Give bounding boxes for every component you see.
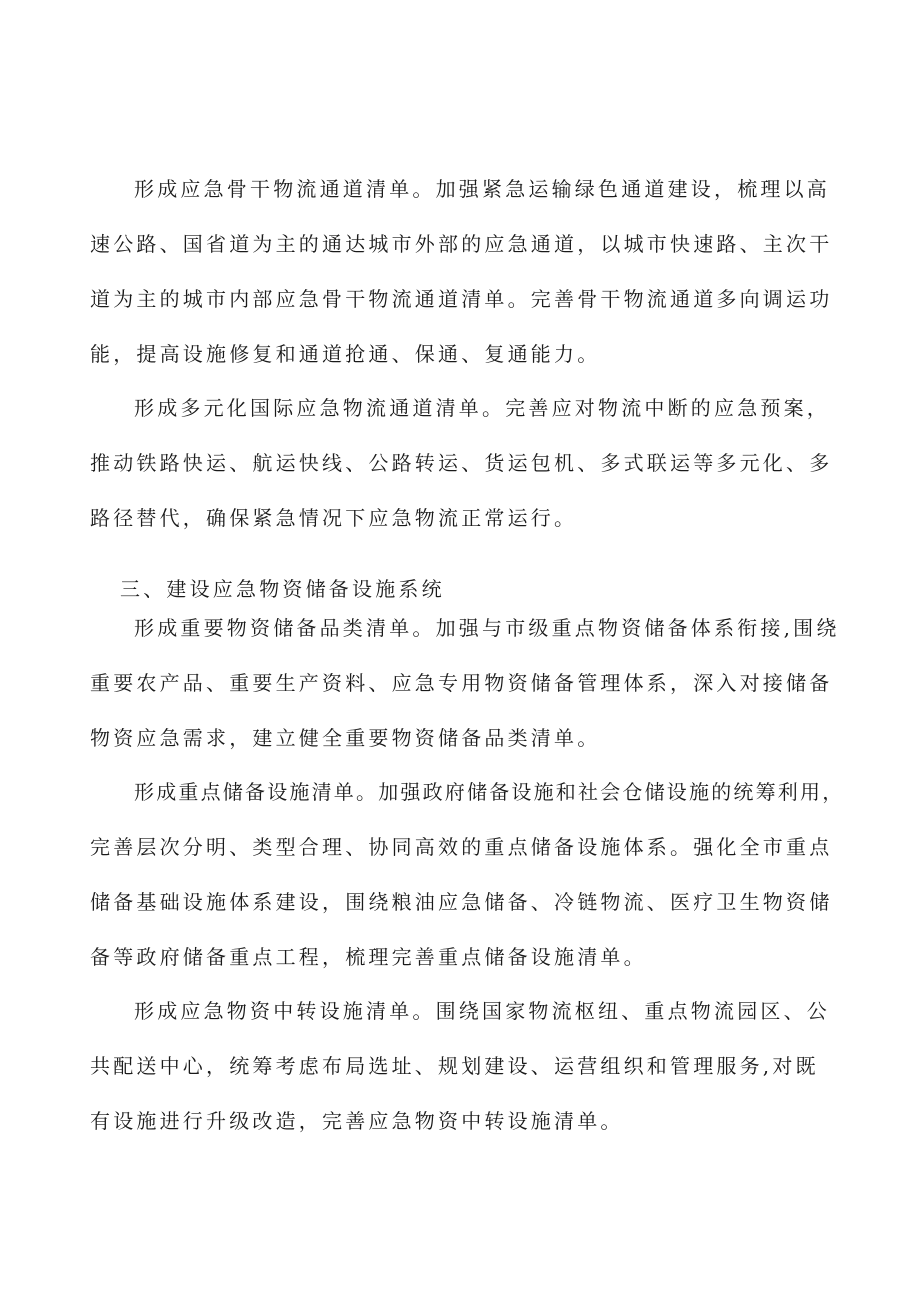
paragraph-2-line-2: 推动铁路快运、航运快线、公路转运、货运包机、多式联运等多元化、多	[90, 451, 833, 475]
section-heading: 三、建设应急物资储备设施系统	[120, 577, 445, 601]
paragraph-4-line-3: 储备基础设施体系建设，围绕粮油应急储备、冷链物流、医疗卫生物资储	[90, 890, 833, 914]
paragraph-1-line-2: 速公路、国省道为主的通达城市外部的应急通道，以城市快速路、主次干	[90, 232, 833, 256]
paragraph-5-line-3: 有设施进行升级改造，完善应急物资中转设施清单。	[90, 1109, 624, 1133]
paragraph-4-line-2: 完善层次分明、类型合理、协同高效的重点储备设施体系。强化全市重点	[90, 835, 833, 859]
paragraph-4-line-1: 形成重点储备设施清单。加强政府储备设施和社会仓储设施的统筹利用，	[134, 780, 845, 804]
paragraph-3-line-1: 形成重要物资储备品类清单。加强与市级重点物资储备体系衔接,围绕	[134, 616, 840, 640]
paragraph-5-line-2: 共配送中心，统筹考虑布局选址、规划建设、运营组织和管理服务,对既	[90, 1054, 819, 1078]
paragraph-3-line-2: 重要农产品、重要生产资料、应急专用物资储备管理体系，深入对接储备	[90, 671, 833, 695]
paragraph-5-line-1: 形成应急物资中转设施清单。围绕国家物流枢纽、重点物流园区、公	[134, 999, 830, 1023]
paragraph-1-line-4: 能，提高设施修复和通道抢通、保通、复通能力。	[90, 342, 601, 366]
paragraph-1-line-1: 形成应急骨干物流通道清单。加强紧急运输绿色通道建设，梳理以高	[134, 177, 830, 201]
paragraph-3-line-3: 物资应急需求，建立健全重要物资储备品类清单。	[90, 726, 601, 750]
paragraph-2-line-1: 形成多元化国际应急物流通道清单。完善应对物流中断的应急预案，	[134, 396, 830, 420]
paragraph-4-line-4: 备等政府储备重点工程，梳理完善重点储备设施清单。	[90, 945, 647, 969]
paragraph-1-line-3: 道为主的城市内部应急骨干物流通道清单。完善骨干物流通道多向调运功	[90, 287, 833, 311]
paragraph-2-line-3: 路径替代，确保紧急情况下应急物流正常运行。	[90, 506, 578, 530]
